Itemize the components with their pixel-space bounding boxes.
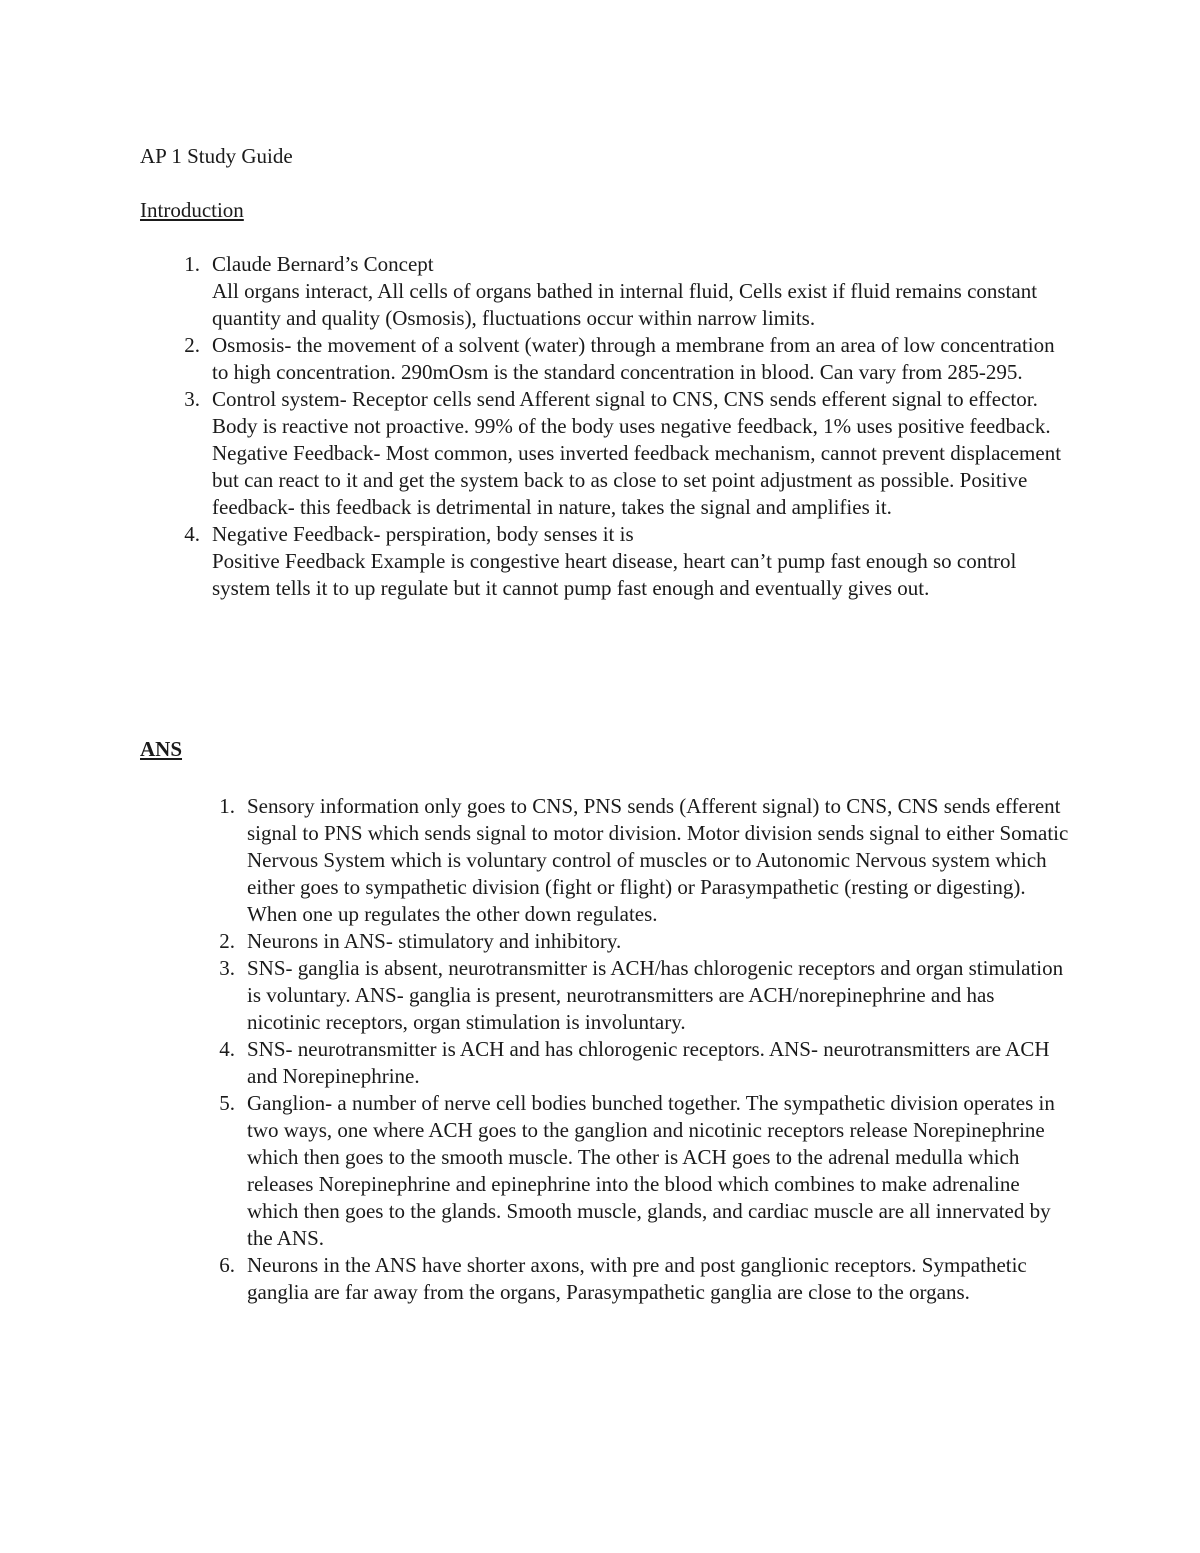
list-item-number: 1.	[219, 794, 235, 818]
list-item-text: Control system- Receptor cells send Afferent signal to CNS, CNS sends efferent signal to effector. Body is reactive not proactive. 99% of the body uses negative feedback, 1% uses positive feedback. Negative Feedback- Most common, uses inverted feedback mechanism, cannot prevent displacement but can react to it and get the system back to as close to set point adjustment as possible. Positive feedback- this feedback is detrimental in nature, takes the signal and amplifies it.	[212, 387, 1062, 519]
list-item-number: 6.	[219, 1253, 235, 1277]
list-item	[205, 1090, 1070, 1252]
list-item-number: 1.	[184, 252, 200, 276]
list-item	[170, 332, 1070, 386]
list-item-number: 4.	[184, 522, 200, 546]
introduction-list	[170, 251, 1070, 602]
list-item-text: Osmosis- the movement of a solvent (water) through a membrane from an area of low concentration to high concentration. 290mOsm is the standard concentration in blood. Can vary from 285-295.	[212, 333, 1055, 384]
list-item-text: Positive Feedback Example is congestive heart disease, heart can’t pump fast enough so control system tells it to up regulate but it cannot pump fast enough and eventually gives out.	[212, 549, 1017, 600]
list-item	[205, 1036, 1070, 1090]
list-item-text: Ganglion- a number of nerve cell bodies bunched together. The sympathetic division operates in two ways, one where ACH goes to the ganglion and nicotinic receptors release Norepinephrine which then goes to the smooth muscle. The other is ACH goes to the adrenal medulla which releases Norepinephrine and epinephrine into the blood which combines to make adrenaline which then goes to the glands. Smooth muscle, glands, and cardiac muscle are all innervated by the ANS.	[247, 1091, 1055, 1250]
list-item-text: SNS- ganglia is absent, neurotransmitter is ACH/has chlorogenic receptors and organ stimulation is voluntary. ANS- ganglia is present, neurotransmitters are ACH/norepinephrine and has nicotinic receptors, organ stimulation is involuntary.	[247, 956, 1064, 1034]
introduction-heading: Introduction	[140, 198, 244, 222]
list-item	[205, 793, 1070, 928]
list-item	[170, 521, 1070, 602]
list-item-number: 5.	[219, 1091, 235, 1115]
list-item-text: Sensory information only goes to CNS, PNS sends (Afferent signal) to CNS, CNS sends efferent signal to PNS which sends signal to motor division. Motor division sends signal to either Somatic Nervous System which is voluntary control of muscles or to Autonomic Nervous system which either goes to sympathetic division (fight or flight) or Parasympathetic (resting or digesting). When one up regulates the other down regulates.	[247, 794, 1069, 926]
list-item-number: 3.	[184, 387, 200, 411]
list-item-text: All organs interact, All cells of organs bathed in internal fluid, Cells exist if fluid remains constant quantity and quality (Osmosis), fluctuations occur within narrow limits.	[212, 279, 1038, 330]
list-item-number: 2.	[184, 333, 200, 357]
list-item	[170, 251, 1070, 332]
list-item-number: 2.	[219, 929, 235, 953]
list-item-number: 4.	[219, 1037, 235, 1061]
page-title: AP 1 Study Guide	[140, 144, 293, 168]
ans-list	[205, 793, 1070, 1306]
list-item	[205, 955, 1070, 1036]
list-item-text: Claude Bernard’s Concept	[212, 252, 434, 276]
list-item	[205, 1252, 1070, 1306]
list-item	[170, 386, 1070, 521]
ans-heading: ANS	[140, 737, 183, 761]
list-item	[205, 928, 1070, 955]
list-item-text: Negative Feedback- perspiration, body senses it is	[212, 522, 634, 546]
list-item-text: Neurons in ANS- stimulatory and inhibitory.	[247, 929, 622, 953]
list-item-number: 3.	[219, 956, 235, 980]
list-item-text: Neurons in the ANS have shorter axons, with pre and post ganglionic receptors. Sympathetic ganglia are far away from the organs, Parasympathetic ganglia are close to the organs.	[247, 1253, 1027, 1304]
list-item-text: SNS- neurotransmitter is ACH and has chlorogenic receptors. ANS- neurotransmitters are ACH and Norepinephrine.	[247, 1037, 1050, 1088]
